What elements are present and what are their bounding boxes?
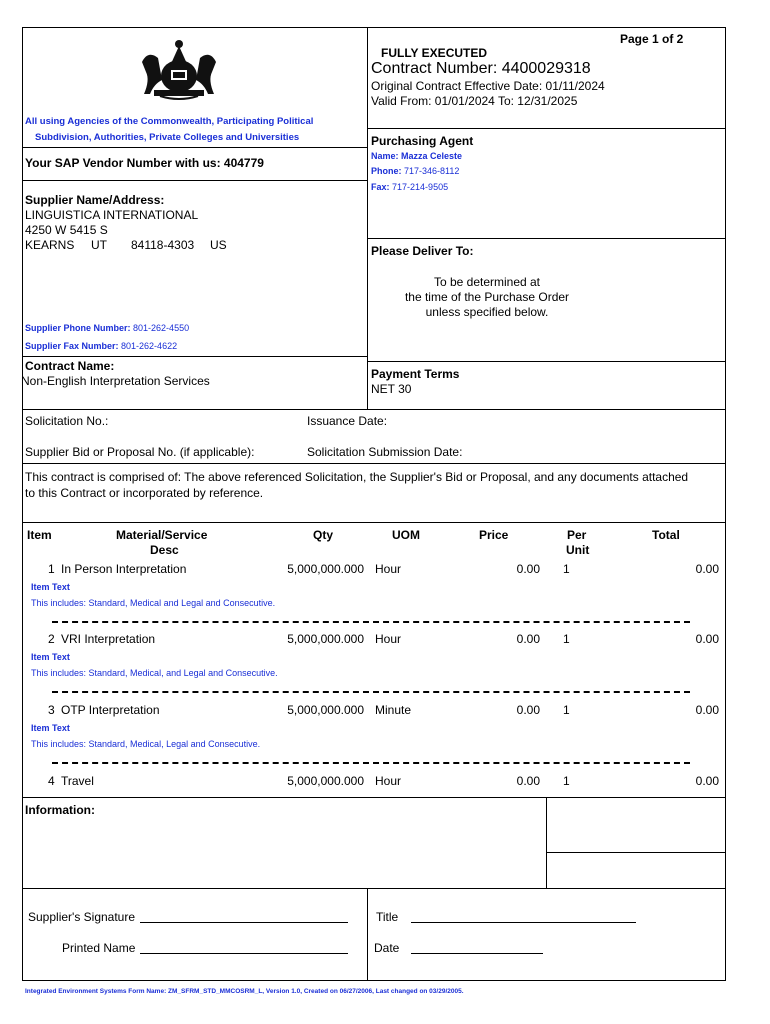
supplier-fax bbox=[25, 341, 177, 351]
frame-top bbox=[22, 27, 726, 28]
item-per: 1 bbox=[563, 632, 570, 646]
supplier-street: 4250 W 5415 S bbox=[25, 223, 108, 237]
supplier-zip: 84118-4303 bbox=[131, 238, 195, 252]
printed-name-label: Printed Name bbox=[62, 941, 136, 955]
supplier-fax-label: Supplier Fax Number: bbox=[25, 341, 119, 351]
supplier-heading: Supplier Name/Address: bbox=[25, 193, 165, 207]
comprised-line-2: to this Contract or incorporated by reference. bbox=[25, 486, 264, 500]
hline-purchasing bbox=[367, 128, 726, 129]
date-label: Date bbox=[374, 941, 400, 955]
supplier-phone bbox=[25, 323, 189, 333]
hline-signature bbox=[22, 888, 726, 889]
header-unit: Unit bbox=[566, 543, 590, 557]
hline-contract-name bbox=[22, 356, 367, 357]
title-field[interactable] bbox=[411, 921, 636, 923]
item-number: 1 bbox=[48, 562, 55, 576]
deliver-line-2: the time of the Purchase Order bbox=[404, 290, 570, 304]
hline-info bbox=[22, 797, 726, 798]
contract-name-heading: Contract Name: bbox=[25, 359, 115, 373]
item-uom: Hour bbox=[375, 562, 402, 576]
solicitation-no: Solicitation No.: bbox=[25, 414, 109, 428]
item-total: 0.00 bbox=[695, 703, 719, 717]
item-qty: 5,000,000.000 bbox=[287, 632, 364, 646]
agent-phone bbox=[371, 166, 459, 176]
hline-solicitation bbox=[22, 409, 726, 410]
deliver-line-3: unless specified below. bbox=[425, 305, 549, 319]
header-per: Per bbox=[567, 528, 587, 542]
comprised-line-1: This contract is comprised of: The above referenced Solicitation, the Supplier's Bid or Proposal, and any documents attached bbox=[25, 470, 689, 484]
agent-fax-value: 717-214-9505 bbox=[392, 182, 449, 192]
supplier-country: US bbox=[210, 238, 227, 252]
agent-phone-value: 717-346-8112 bbox=[404, 166, 460, 176]
info-box-mid bbox=[546, 852, 726, 853]
agent-phone-label: Phone: bbox=[371, 166, 402, 176]
contract-name-value: Non-English Interpretation Services bbox=[21, 374, 210, 388]
item-price: 0.00 bbox=[516, 562, 540, 576]
item-uom: Hour bbox=[375, 632, 402, 646]
table-row bbox=[22, 774, 726, 792]
item-desc: VRI Interpretation bbox=[61, 632, 156, 646]
valid-dates: Valid From: 01/01/2024 To: 12/31/2025 bbox=[371, 94, 578, 108]
header-desc: Desc bbox=[150, 543, 179, 557]
table-row bbox=[22, 632, 726, 650]
item-total: 0.00 bbox=[695, 774, 719, 788]
item-text: This includes: Standard, Medical, and Legal and Consecutive. bbox=[31, 668, 278, 678]
submission-date: Solicitation Submission Date: bbox=[307, 445, 463, 459]
item-price: 0.00 bbox=[516, 774, 540, 788]
item-qty: 5,000,000.000 bbox=[287, 562, 364, 576]
deliver-heading: Please Deliver To: bbox=[371, 244, 474, 258]
form-footer: Integrated Environment Systems Form Name: ZM_SFRM_STD_MMCOSRM_L, Version 1.0, Created on 06/27/2006, Last changed on 03/29/2005. bbox=[25, 988, 464, 995]
item-desc: OTP Interpretation bbox=[61, 703, 160, 717]
title-label: Title bbox=[376, 910, 399, 924]
supplier-name: LINGUISTICA INTERNATIONAL bbox=[25, 208, 199, 222]
frame-right bbox=[725, 27, 726, 981]
issuance-date: Issuance Date: bbox=[307, 414, 388, 428]
hline-items bbox=[22, 522, 726, 523]
header-qty: Qty bbox=[313, 528, 334, 542]
deliver-line-1: To be determined at bbox=[433, 275, 541, 289]
header-price: Price bbox=[479, 528, 509, 542]
table-row bbox=[22, 562, 726, 580]
header-uom: UOM bbox=[392, 528, 420, 542]
item-desc: Travel bbox=[61, 774, 94, 788]
divider-upper bbox=[367, 27, 368, 410]
item-price: 0.00 bbox=[516, 632, 540, 646]
frame-left bbox=[22, 27, 23, 981]
agent-name: Name: Mazza Celeste bbox=[371, 151, 463, 161]
printed-name-field[interactable] bbox=[140, 952, 348, 954]
item-text-label: Item Text bbox=[31, 652, 70, 662]
supplier-phone-label: Supplier Phone Number: bbox=[25, 323, 131, 333]
status-label: FULLY EXECUTED bbox=[381, 46, 488, 60]
item-per: 1 bbox=[563, 562, 570, 576]
supplier-signature-label: Supplier's Signature bbox=[28, 910, 136, 924]
item-desc: In Person Interpretation bbox=[61, 562, 187, 576]
item-total: 0.00 bbox=[695, 632, 719, 646]
hline-vendor-bottom bbox=[22, 180, 367, 181]
information-heading: Information: bbox=[25, 803, 95, 817]
item-number: 4 bbox=[48, 774, 55, 788]
header-material: Material/Service bbox=[116, 528, 208, 542]
hline-vendor-top bbox=[22, 147, 367, 148]
header-total: Total bbox=[652, 528, 680, 542]
contract-number: Contract Number: 4400029318 bbox=[371, 60, 591, 77]
item-number: 3 bbox=[48, 703, 55, 717]
item-total: 0.00 bbox=[695, 562, 719, 576]
item-qty: 5,000,000.000 bbox=[287, 703, 364, 717]
payment-terms-heading: Payment Terms bbox=[371, 367, 460, 381]
agent-fax bbox=[371, 182, 448, 192]
item-uom: Minute bbox=[375, 703, 412, 717]
item-text-label: Item Text bbox=[31, 723, 70, 733]
item-price: 0.00 bbox=[516, 703, 540, 717]
purchasing-agent-heading: Purchasing Agent bbox=[371, 134, 474, 148]
item-text-label: Item Text bbox=[31, 582, 70, 592]
supplier-phone-value: 801-262-4550 bbox=[133, 323, 190, 333]
vendor-number: Your SAP Vendor Number with us: 404779 bbox=[25, 156, 264, 170]
info-box-left bbox=[546, 797, 547, 888]
item-separator bbox=[52, 621, 690, 623]
date-field[interactable] bbox=[411, 952, 543, 954]
item-per: 1 bbox=[563, 774, 570, 788]
item-text: This includes: Standard, Medical and Legal and Consecutive. bbox=[31, 598, 276, 608]
table-row bbox=[22, 703, 726, 721]
item-per: 1 bbox=[563, 703, 570, 717]
divider-signature bbox=[367, 888, 368, 981]
item-qty: 5,000,000.000 bbox=[287, 774, 364, 788]
item-separator bbox=[52, 691, 690, 693]
original-effective-date: Original Contract Effective Date: 01/11/2024 bbox=[371, 79, 605, 93]
frame-bottom bbox=[22, 980, 726, 981]
supplier-state: UT bbox=[91, 238, 107, 252]
hline-deliver bbox=[367, 238, 726, 239]
supplier-signature-field[interactable] bbox=[140, 921, 348, 923]
commonwealth-seal bbox=[140, 36, 218, 100]
item-uom: Hour bbox=[375, 774, 402, 788]
item-number: 2 bbox=[48, 632, 55, 646]
hline-payment bbox=[367, 361, 726, 362]
agent-fax-label: Fax: bbox=[371, 182, 390, 192]
agencies-line-2: Subdivision, Authorities, Private Colleges and Universities bbox=[35, 132, 300, 143]
supplier-fax-value: 801-262-4622 bbox=[121, 341, 178, 351]
supplier-city: KEARNS bbox=[25, 238, 75, 252]
item-separator bbox=[52, 762, 690, 764]
page-label: Page 1 of 2 bbox=[620, 32, 684, 46]
payment-terms-value: NET 30 bbox=[371, 382, 412, 396]
bid-proposal-no: Supplier Bid or Proposal No. (if applicable): bbox=[25, 445, 255, 459]
agencies-line-1: All using Agencies of the Commonwealth, Participating Political bbox=[25, 116, 314, 127]
hline-comprised bbox=[22, 463, 726, 464]
header-item: Item bbox=[27, 528, 52, 542]
item-text: This includes: Standard, Medical, Legal and Consecutive. bbox=[31, 739, 261, 749]
